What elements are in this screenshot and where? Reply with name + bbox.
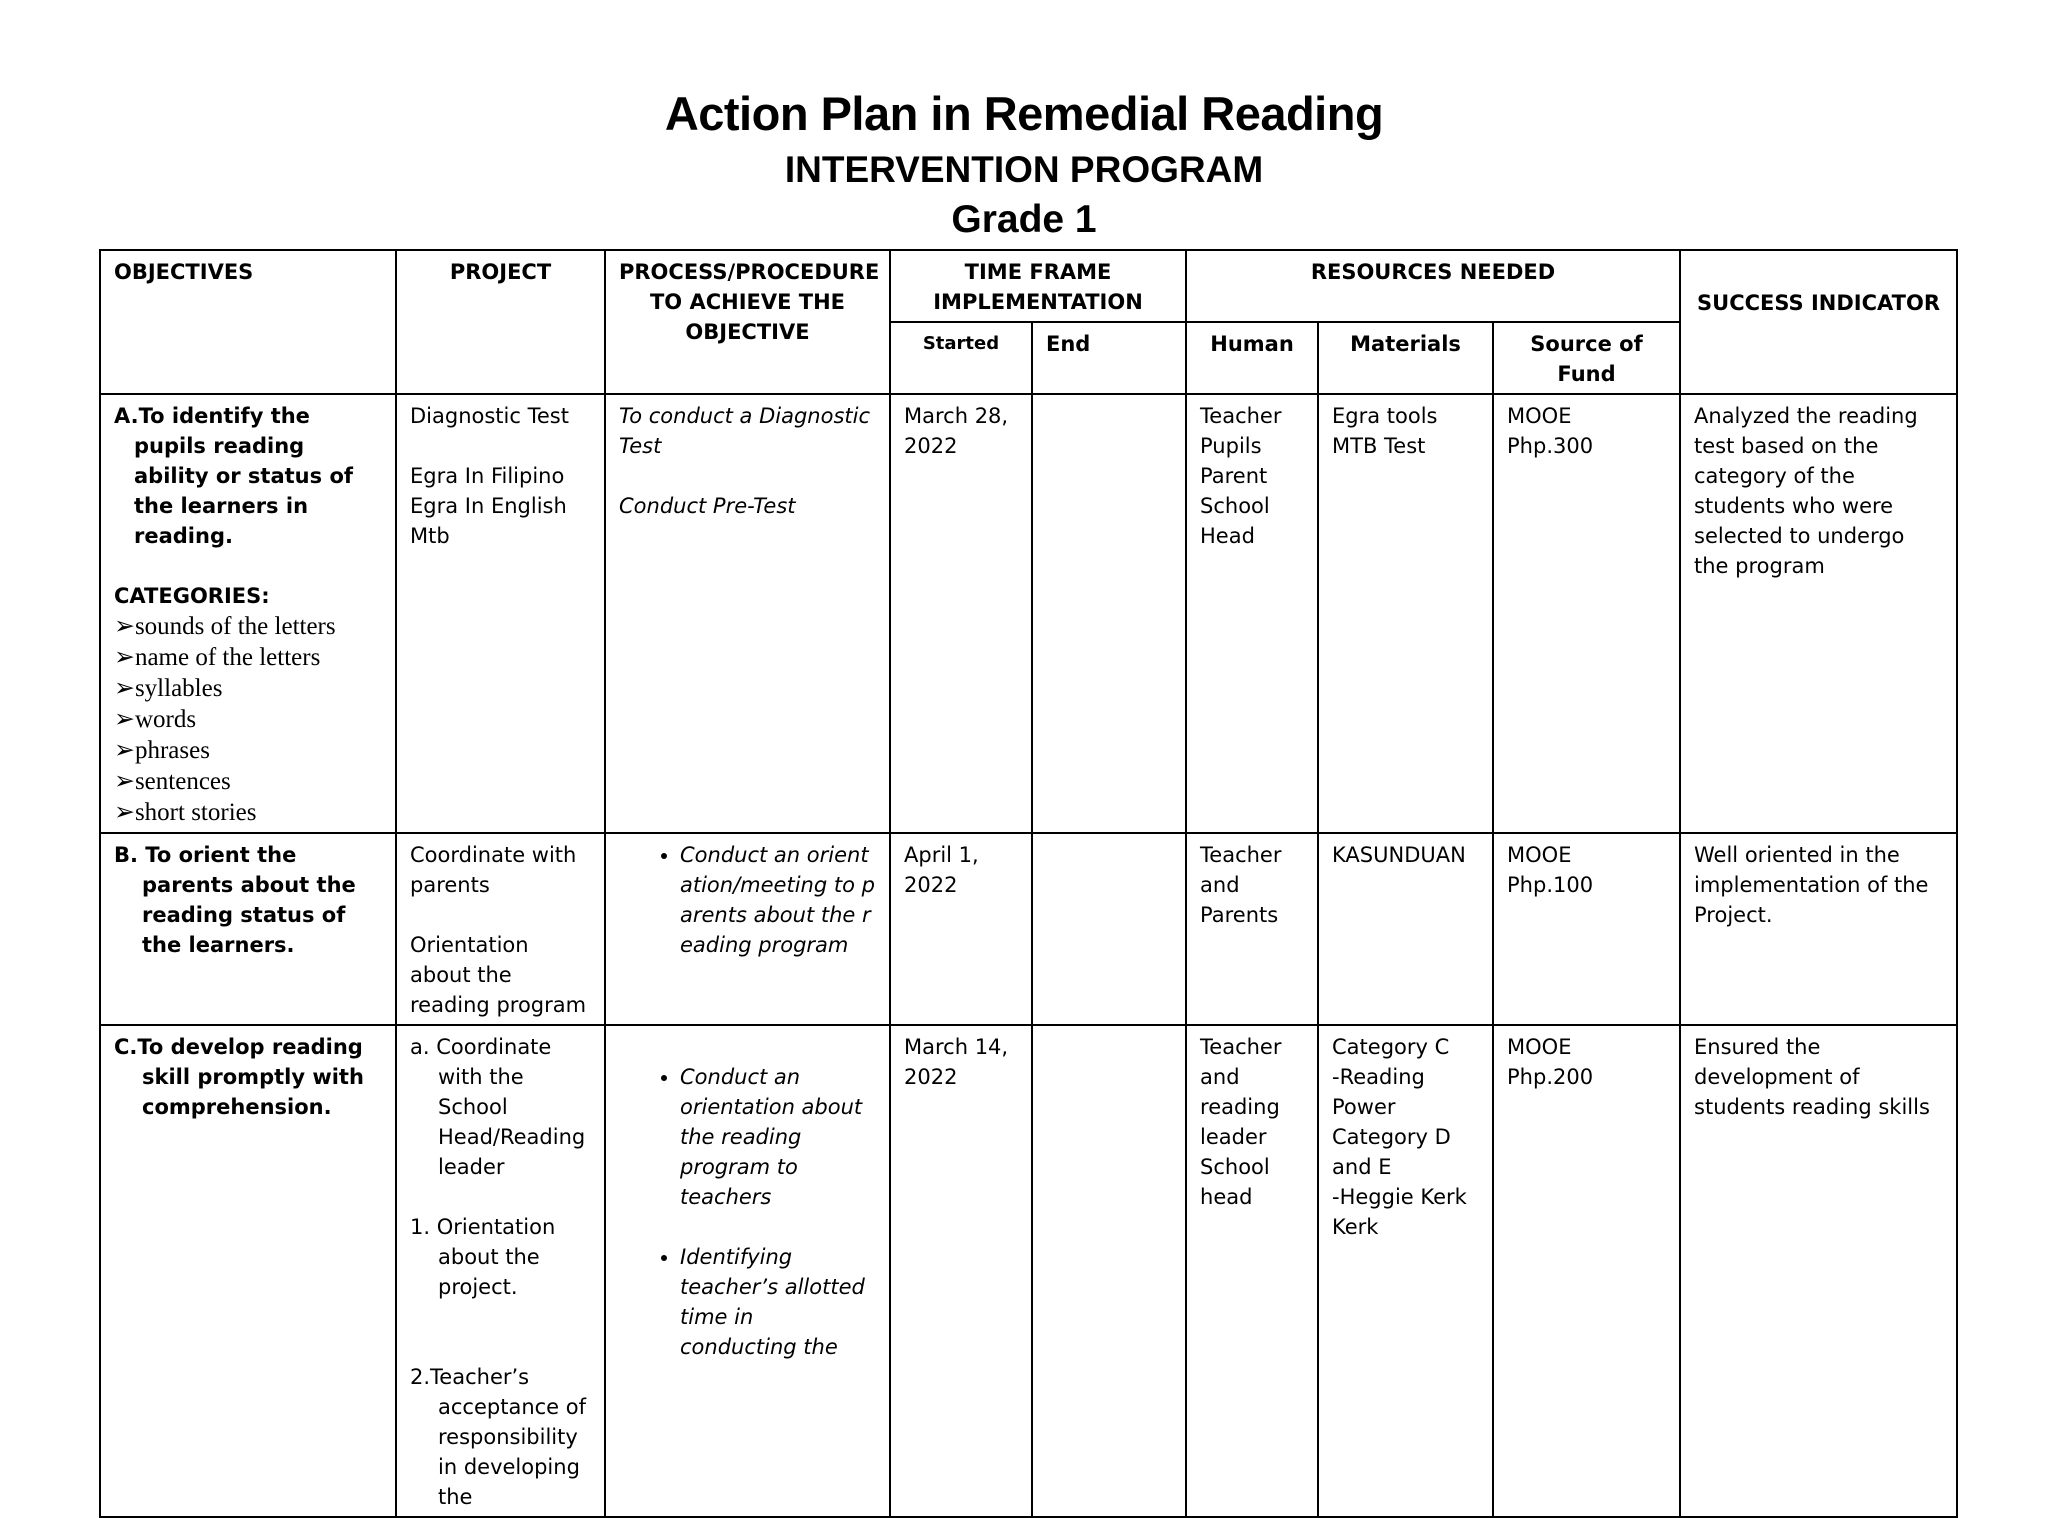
cell-fund-a: MOOE Php.300 [1493, 394, 1680, 833]
category-item: ➢name of the letters [114, 644, 321, 671]
project-line: a. Coordinate with the School Head/Reading leader [410, 1035, 586, 1179]
table-row [100, 394, 1957, 833]
header-materials: Materials [1318, 322, 1493, 394]
cell-end-c [1032, 1025, 1186, 1517]
project-line: Orientation about the reading program [410, 933, 587, 1017]
category-item: ➢words [114, 706, 197, 733]
process-line: To conduct a Diagnostic Test [619, 404, 871, 458]
project-line: Diagnostic Test [410, 404, 569, 428]
category-item: ➢sentences [114, 768, 231, 795]
cell-human-b: Teacher and Parents [1186, 833, 1318, 1025]
objective-text: A.To identify the pupils reading ability or status of the learners in reading. [114, 404, 354, 548]
header-project: PROJECT [396, 250, 605, 394]
header-end: End [1032, 322, 1186, 394]
cell-success-c: Ensured the development of students reading skills [1680, 1025, 1957, 1517]
project-line: Egra In English [410, 494, 567, 518]
process-bullet: • Conduct an orientation/meeting to parents about the reading program [680, 840, 876, 960]
header-started: Started [890, 322, 1032, 394]
objective-text: B. To orient the parents about the reading status of the learners. [114, 843, 356, 957]
cell-human-c: Teacher and reading leader School head [1186, 1025, 1318, 1517]
document-subtitle: INTERVENTION PROGRAM [784, 149, 1264, 190]
cell-human-a: Teacher Pupils Parent School Head [1186, 394, 1318, 833]
table-row [100, 1025, 1957, 1517]
header-objectives: OBJECTIVES [100, 250, 396, 394]
grade-heading: Grade 1 [951, 198, 1097, 241]
cell-started-b: April 1, 2022 [890, 833, 1032, 1025]
cell-objective-a [100, 394, 396, 833]
project-line: 1. Orientation about the project. [410, 1215, 556, 1299]
cell-project-a [396, 394, 605, 833]
header-success: SUCCESS INDICATOR [1680, 250, 1957, 322]
cell-success-b: Well oriented in the implementation of the Project. [1680, 833, 1957, 1025]
cell-process-b [605, 833, 890, 1025]
category-item: ➢sounds of the letters [114, 613, 336, 640]
cell-success-a: Analyzed the reading test based on the category of the students who were selected to undergo the program [1680, 394, 1957, 833]
header-process: PROCESS/PROCEDURE TO ACHIEVE THE OBJECTIVE [605, 250, 890, 394]
cell-process-c [605, 1025, 890, 1517]
category-item: ➢short stories [114, 799, 257, 826]
category-item: ➢phrases [114, 737, 210, 764]
header-resources: RESOURCES NEEDED [1186, 250, 1680, 322]
header-success-blank [1680, 322, 1957, 394]
header-source-of-fund: Source of Fund [1493, 322, 1680, 394]
document-title: Action Plan in Remedial Reading [664, 87, 1384, 140]
cell-materials-a: Egra tools MTB Test [1318, 394, 1493, 833]
process-bullet: • Identifying teacher’s allotted time in conducting the [680, 1242, 876, 1362]
objective-text: C.To develop reading skill promptly with comprehension. [114, 1035, 364, 1119]
categories-label: CATEGORIES: [114, 584, 270, 608]
cell-end-a [1032, 394, 1186, 833]
process-line: Conduct Pre-Test [619, 494, 796, 518]
cell-objective-b [100, 833, 396, 1025]
table-row [100, 833, 1957, 1025]
cell-started-c: March 14, 2022 [890, 1025, 1032, 1517]
cell-project-c [396, 1025, 605, 1517]
cell-materials-b: KASUNDUAN [1318, 833, 1493, 1025]
header-time-frame: TIME FRAME IMPLEMENTATION [890, 250, 1186, 322]
project-line: Coordinate with parents [410, 843, 577, 897]
action-plan-table [99, 249, 1958, 1518]
cell-fund-b: MOOE Php.100 [1493, 833, 1680, 1025]
project-line: 2.Teacher’s acceptance of responsibility in developing the [410, 1365, 587, 1509]
cell-materials-c: Category C -Reading Power Category D and E -Heggie Kerk Kerk [1318, 1025, 1493, 1517]
cell-fund-c: MOOE Php.200 [1493, 1025, 1680, 1517]
category-item: ➢syllables [114, 675, 223, 702]
cell-objective-c [100, 1025, 396, 1517]
project-line: Egra In Filipino [410, 464, 565, 488]
cell-end-b [1032, 833, 1186, 1025]
cell-started-a: March 28, 2022 [890, 394, 1032, 833]
header-human: Human [1186, 322, 1318, 394]
cell-process-a [605, 394, 890, 833]
cell-project-b [396, 833, 605, 1025]
project-line: Mtb [410, 524, 450, 548]
process-bullet: • Conduct an orientation about the reading program to teachers [680, 1062, 876, 1212]
